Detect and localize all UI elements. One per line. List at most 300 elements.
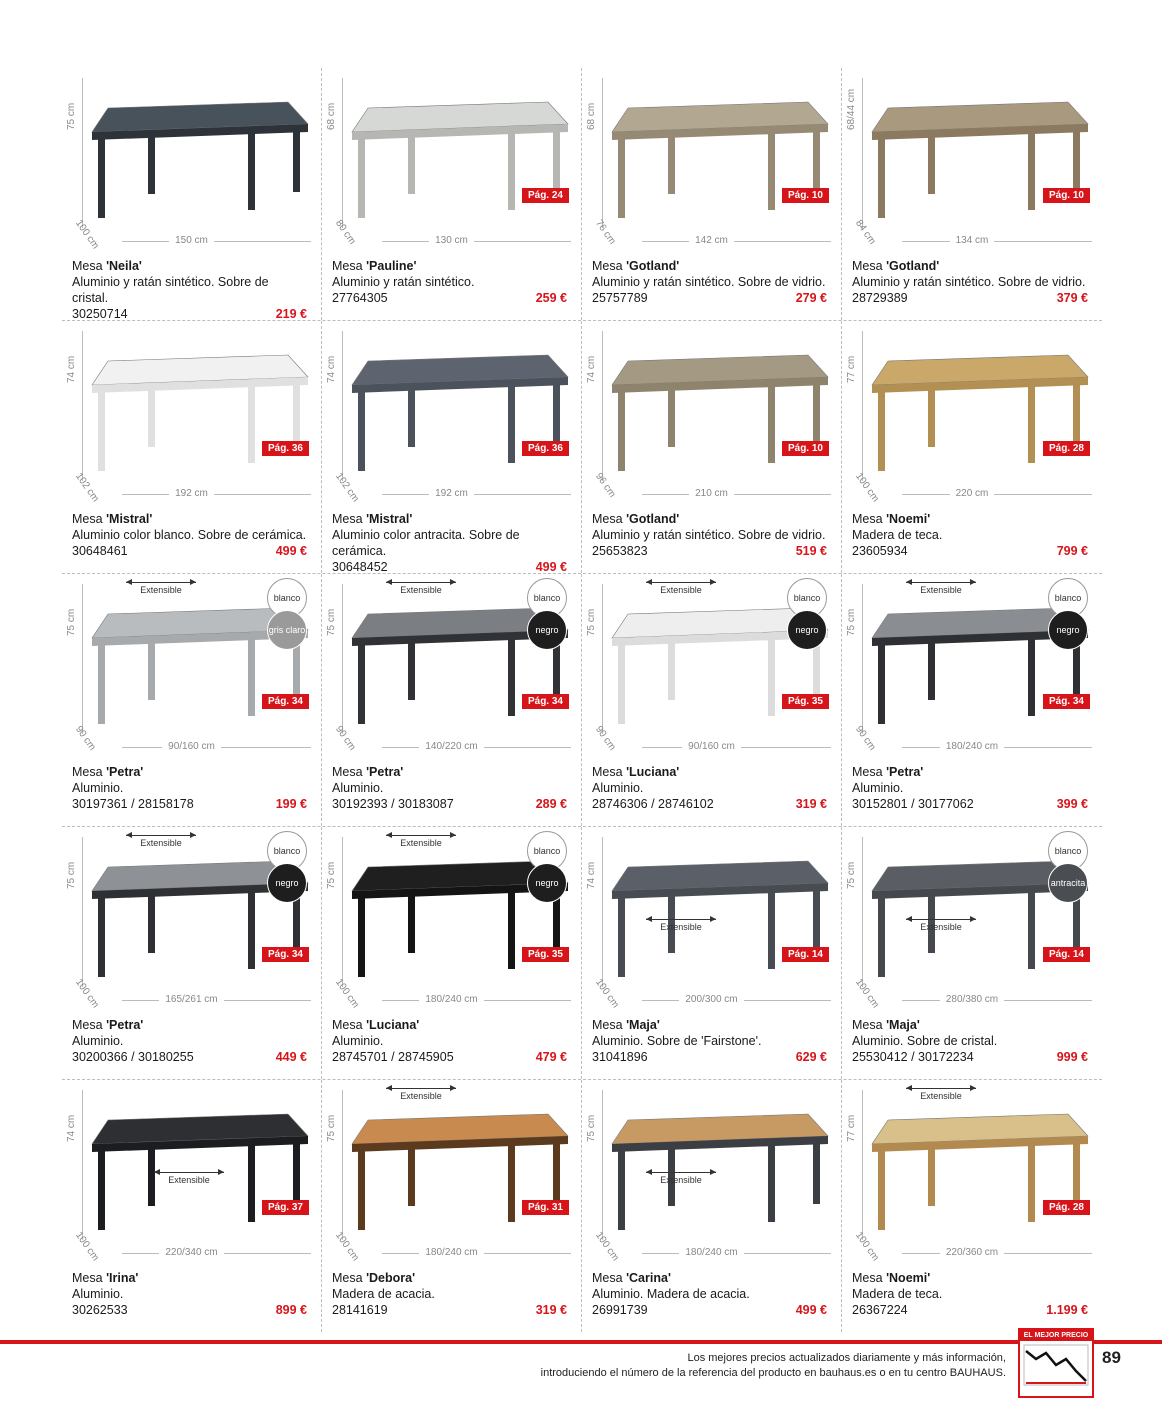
product-description: Madera de acacia. [332,1287,435,1301]
height-dimension: 68 cm [586,102,597,130]
double-arrow-icon [386,1088,456,1089]
table-image [868,1088,1094,1238]
product-name: 'Carina' [626,1271,671,1285]
product-row [62,827,1102,1080]
height-dimension-line [342,1090,343,1240]
page-reference-badge[interactable]: Pág. 31 [522,1200,569,1215]
height-dimension-line [342,78,343,228]
product-description: Aluminio y ratán sintético. Sobre de vidrio. [592,528,826,542]
height-dimension: 75 cm [326,1114,337,1142]
product-card[interactable] [582,574,842,826]
product-reference: 30648452 [332,560,388,574]
product-name: 'Petra' [886,765,924,779]
product-card[interactable] [322,321,582,573]
product-prefix: Mesa [332,765,363,779]
product-price: 629 € [795,1050,827,1064]
product-reference: 30200366 / 30180255 [72,1050,194,1064]
product-info [592,764,827,812]
product-reference: 25653823 [592,544,648,558]
product-name: 'Gotland' [886,259,940,273]
page-reference-badge[interactable]: Pág. 28 [1043,441,1090,456]
product-reference: 28745701 / 28745905 [332,1050,454,1064]
width-dimension: 220/360 cm [940,1247,1004,1258]
product-name: 'Maja' [886,1018,920,1032]
product-info [852,764,1088,812]
product-info [592,258,827,306]
product-card[interactable] [62,827,322,1079]
table-image [348,1088,574,1238]
double-arrow-icon [126,582,196,583]
product-price: 499 € [535,560,567,574]
width-dimension: 200/300 cm [679,994,743,1005]
depth-dimension: 100 cm [332,1230,361,1264]
width-dimension: 180/240 cm [419,1247,483,1258]
page-reference-badge[interactable]: Pág. 35 [522,947,569,962]
width-dimension: 90/160 cm [162,741,221,752]
product-description: Aluminio. Madera de acacia. [592,1287,750,1301]
product-name: 'Debora' [366,1271,416,1285]
product-description: Aluminio. [852,781,904,795]
product-prefix: Mesa [592,1271,623,1285]
product-info [592,1017,827,1065]
page-reference-badge[interactable]: Pág. 36 [262,441,309,456]
product-prefix: Mesa [592,765,623,779]
product-prefix: Mesa [72,1018,103,1032]
product-card[interactable] [62,1080,322,1332]
depth-dimension: 100 cm [72,218,101,252]
product-info [852,1270,1088,1318]
color-option-1[interactable]: blanco [787,578,827,618]
extensible-indicator [886,582,996,595]
depth-dimension: 96 cm [592,471,618,500]
height-dimension: 75 cm [846,608,857,636]
extensible-indicator [106,835,216,848]
color-option-2[interactable]: negro [267,863,307,903]
width-dimension: 130 cm [429,235,474,246]
width-dimension: 142 cm [689,235,734,246]
double-arrow-icon [386,835,456,836]
product-card[interactable] [322,574,582,826]
product-price: 319 € [535,1303,567,1317]
product-prefix: Mesa [592,259,623,273]
product-prefix: Mesa [852,1018,883,1032]
height-dimension-line [862,331,863,481]
depth-dimension: 100 cm [72,1230,101,1264]
product-reference: 25757789 [592,291,648,305]
table-image [88,329,314,479]
height-dimension: 74 cm [586,861,597,889]
width-dimension: 210 cm [689,488,734,499]
double-arrow-icon [646,919,716,920]
page-reference-badge[interactable]: Pág. 37 [262,1200,309,1215]
product-name: 'Mistral' [106,512,153,526]
extensible-label: Extensible [400,585,442,595]
product-name: 'Gotland' [626,512,680,526]
product-description: Aluminio y ratán sintético. Sobre de vidrio. [852,275,1086,289]
extensible-indicator [106,582,216,595]
depth-dimension: 80 cm [332,218,358,247]
product-name: 'Luciana' [366,1018,420,1032]
product-description: Aluminio color antracita. Sobre de cerámica. [332,528,520,558]
height-dimension: 68/44 cm [846,88,857,130]
depth-dimension: 76 cm [592,218,618,247]
height-dimension: 77 cm [846,1114,857,1142]
product-price: 399 € [1056,797,1088,811]
product-row [62,68,1102,321]
height-dimension-line [342,584,343,734]
page-reference-badge[interactable]: Pág. 10 [782,188,829,203]
product-reference: 25530412 / 30172234 [852,1050,974,1064]
table-image [608,835,834,985]
product-reference: 30197361 / 28158178 [72,797,194,811]
product-name: 'Irina' [106,1271,139,1285]
height-dimension-line [82,1090,83,1240]
table-image [348,76,574,226]
footer-divider [0,1340,1162,1344]
color-option-2[interactable]: negro [527,863,567,903]
width-dimension: 192 cm [169,488,214,499]
height-dimension: 77 cm [846,355,857,383]
double-arrow-icon [126,835,196,836]
product-description: Aluminio color blanco. Sobre de cerámica. [72,528,307,542]
table-image [88,76,314,226]
page-reference-badge[interactable]: Pág. 36 [522,441,569,456]
product-info [72,258,307,322]
height-dimension: 68 cm [326,102,337,130]
depth-dimension: 90 cm [332,724,358,753]
product-card[interactable] [62,321,322,573]
extensible-label: Extensible [168,1175,210,1185]
product-card[interactable] [842,321,1102,573]
product-name: 'Noemi' [886,1271,931,1285]
product-card[interactable] [582,1080,842,1332]
extensible-indicator [134,1172,244,1185]
height-dimension-line [82,331,83,481]
product-prefix: Mesa [332,512,363,526]
depth-dimension: 100 cm [852,977,881,1011]
color-option-2[interactable]: antracita [1048,863,1088,903]
width-dimension: 180/240 cm [940,741,1004,752]
table-image [868,76,1094,226]
product-price: 199 € [275,797,307,811]
height-dimension: 75 cm [586,608,597,636]
double-arrow-icon [906,1088,976,1089]
height-dimension: 75 cm [326,861,337,889]
height-dimension-line [862,78,863,228]
extensible-indicator [366,1088,476,1101]
product-price: 899 € [275,1303,307,1317]
product-name: 'Gotland' [626,259,680,273]
height-dimension-line [862,837,863,987]
product-price: 999 € [1056,1050,1088,1064]
page-reference-badge[interactable]: Pág. 14 [1043,947,1090,962]
extensible-label: Extensible [660,922,702,932]
width-dimension: 280/380 cm [940,994,1004,1005]
width-dimension: 180/240 cm [679,1247,743,1258]
product-prefix: Mesa [72,765,103,779]
product-prefix: Mesa [332,1271,363,1285]
extensible-indicator [366,835,476,848]
height-dimension-line [602,331,603,481]
height-dimension: 75 cm [326,608,337,636]
color-option-2[interactable]: negro [527,610,567,650]
product-card[interactable] [322,68,582,320]
product-description: Aluminio y ratán sintético. [332,275,475,289]
height-dimension-line [82,584,83,734]
height-dimension-line [342,837,343,987]
color-option-1[interactable]: blanco [527,578,567,618]
height-dimension: 75 cm [586,1114,597,1142]
extensible-label: Extensible [660,585,702,595]
product-info [72,1270,307,1318]
product-name: 'Petra' [106,1018,144,1032]
product-description: Aluminio y ratán sintético. Sobre de vidrio. [592,275,826,289]
product-price: 479 € [535,1050,567,1064]
product-description: Aluminio. [332,781,384,795]
color-option-1[interactable]: blanco [527,831,567,871]
color-option-2[interactable]: negro [1048,610,1088,650]
product-reference: 30152801 / 30177062 [852,797,974,811]
product-info [332,764,567,812]
table-image [88,1088,314,1238]
product-price: 289 € [535,797,567,811]
page-reference-badge[interactable]: Pág. 24 [522,188,569,203]
product-reference: 23605934 [852,544,908,558]
depth-dimension: 100 cm [852,1230,881,1264]
color-option-1[interactable]: blanco [267,578,307,618]
page-reference-badge[interactable]: Pág. 34 [262,947,309,962]
product-prefix: Mesa [852,765,883,779]
product-price: 319 € [795,797,827,811]
product-card[interactable] [842,827,1102,1079]
depth-dimension: 102 cm [332,471,361,505]
product-card[interactable] [842,68,1102,320]
table-image [608,76,834,226]
page-reference-badge[interactable]: Pág. 34 [522,694,569,709]
product-reference: 26991739 [592,1303,648,1317]
product-card[interactable] [62,574,322,826]
double-arrow-icon [386,582,456,583]
product-info [72,1017,307,1065]
product-reference: 30262533 [72,1303,128,1317]
product-card[interactable] [842,1080,1102,1332]
product-price: 499 € [275,544,307,558]
height-dimension: 74 cm [586,355,597,383]
product-prefix: Mesa [72,512,103,526]
height-dimension-line [82,837,83,987]
product-description: Aluminio. [72,781,124,795]
product-price: 449 € [275,1050,307,1064]
color-option-1[interactable]: blanco [267,831,307,871]
color-option-1[interactable]: blanco [1048,578,1088,618]
width-dimension: 165/261 cm [159,994,223,1005]
product-info [332,258,567,306]
price-trend-icon [1020,1341,1092,1391]
page-reference-badge[interactable]: Pág. 28 [1043,1200,1090,1215]
page-reference-badge[interactable]: Pág. 10 [1043,188,1090,203]
product-description: Aluminio. [332,1034,384,1048]
color-option-1[interactable]: blanco [1048,831,1088,871]
product-prefix: Mesa [332,1018,363,1032]
best-price-label: EL MEJOR PRECIO [1020,1330,1092,1341]
extensible-indicator [886,1088,996,1101]
product-name: 'Neila' [106,259,142,273]
double-arrow-icon [906,919,976,920]
height-dimension: 74 cm [66,355,77,383]
height-dimension-line [602,837,603,987]
depth-dimension: 90 cm [852,724,878,753]
height-dimension-line [342,331,343,481]
product-description: Aluminio. [72,1034,124,1048]
width-dimension: 140/220 cm [419,741,483,752]
page-reference-badge[interactable]: Pág. 35 [782,694,829,709]
extensible-label: Extensible [140,838,182,848]
color-option-2[interactable]: gris claro [267,610,307,650]
depth-dimension: 100 cm [332,977,361,1011]
product-info [852,1017,1088,1065]
product-prefix: Mesa [592,512,623,526]
product-card[interactable] [322,1080,582,1332]
product-reference: 30250714 [72,307,128,321]
product-name: 'Pauline' [366,259,417,273]
height-dimension-line [862,1090,863,1240]
page-reference-badge[interactable]: Pág. 34 [262,694,309,709]
depth-dimension: 100 cm [592,1230,621,1264]
extensible-label: Extensible [920,1091,962,1101]
double-arrow-icon [646,582,716,583]
height-dimension: 75 cm [846,861,857,889]
product-reference: 27764305 [332,291,388,305]
product-name: 'Noemi' [886,512,931,526]
product-price: 519 € [795,544,827,558]
product-name: 'Petra' [106,765,144,779]
width-dimension: 192 cm [429,488,474,499]
page-number: 89 [1102,1348,1121,1367]
extensible-label: Extensible [920,585,962,595]
extensible-label: Extensible [660,1175,702,1185]
extensible-label: Extensible [920,922,962,932]
product-reference: 30192393 / 30183087 [332,797,454,811]
product-price: 799 € [1056,544,1088,558]
footer-line-2: introduciendo el número de la referencia del producto en bauhaus.es o en tu centro BAUHAUS. [540,1367,1006,1379]
depth-dimension: 102 cm [72,471,101,505]
product-prefix: Mesa [852,1271,883,1285]
depth-dimension: 100 cm [72,977,101,1011]
product-name: 'Luciana' [626,765,680,779]
product-description: Aluminio. Sobre de 'Fairstone'. [592,1034,762,1048]
product-info [332,1017,567,1065]
footer-line-1: Los mejores precios actualizados diariamente y más información, [687,1352,1006,1364]
product-price: 259 € [535,291,567,305]
width-dimension: 134 cm [950,235,995,246]
product-info [852,258,1088,306]
product-name: 'Mistral' [366,512,413,526]
height-dimension: 75 cm [66,608,77,636]
product-reference: 30648461 [72,544,128,558]
extensible-indicator [626,919,736,932]
product-info [72,511,307,559]
product-info [332,1270,567,1318]
extensible-indicator [886,919,996,932]
double-arrow-icon [646,1172,716,1173]
page-reference-badge[interactable]: Pág. 34 [1043,694,1090,709]
depth-dimension: 90 cm [72,724,98,753]
product-card[interactable] [582,68,842,320]
height-dimension: 74 cm [66,1114,77,1142]
product-description: Aluminio. Sobre de cristal. [852,1034,998,1048]
table-image [868,329,1094,479]
product-reference: 31041896 [592,1050,648,1064]
product-prefix: Mesa [852,512,883,526]
height-dimension-line [602,1090,603,1240]
product-info [72,764,307,812]
height-dimension: 74 cm [326,355,337,383]
product-info [332,511,567,575]
width-dimension: 220/340 cm [159,1247,223,1258]
extensible-label: Extensible [400,1091,442,1101]
product-reference: 28729389 [852,291,908,305]
product-prefix: Mesa [332,259,363,273]
product-card[interactable] [842,574,1102,826]
extensible-label: Extensible [400,838,442,848]
double-arrow-icon [154,1172,224,1173]
height-dimension-line [602,584,603,734]
table-image [608,1088,834,1238]
product-row [62,1080,1102,1332]
page-reference-badge[interactable]: Pág. 14 [782,947,829,962]
extensible-label: Extensible [140,585,182,595]
product-price: 379 € [1056,291,1088,305]
product-name: 'Maja' [626,1018,660,1032]
product-prefix: Mesa [72,259,103,273]
product-name: 'Petra' [366,765,404,779]
page-reference-badge[interactable]: Pág. 10 [782,441,829,456]
depth-dimension: 100 cm [852,471,881,505]
product-price: 499 € [795,1303,827,1317]
product-description: Madera de teca. [852,1287,943,1301]
product-reference: 28746306 / 28746102 [592,797,714,811]
width-dimension: 150 cm [169,235,214,246]
product-card[interactable] [582,827,842,1079]
product-price: 279 € [795,291,827,305]
height-dimension-line [862,584,863,734]
best-price-badge [1018,1328,1094,1398]
height-dimension: 75 cm [66,861,77,889]
color-option-2[interactable]: negro [787,610,827,650]
extensible-indicator [626,1172,736,1185]
extensible-indicator [626,582,736,595]
product-card[interactable] [582,321,842,573]
height-dimension-line [602,78,603,228]
product-row [62,321,1102,574]
product-reference: 28141619 [332,1303,388,1317]
height-dimension: 75 cm [66,102,77,130]
product-card[interactable] [322,827,582,1079]
product-card[interactable] [62,68,322,320]
height-dimension-line [82,78,83,228]
product-info [592,511,827,559]
footer-info [446,1351,1006,1381]
product-prefix: Mesa [72,1271,103,1285]
product-reference: 26367224 [852,1303,908,1317]
extensible-indicator [366,582,476,595]
width-dimension: 90/160 cm [682,741,741,752]
product-prefix: Mesa [852,259,883,273]
depth-dimension: 84 cm [852,218,878,247]
table-image [608,329,834,479]
double-arrow-icon [906,582,976,583]
width-dimension: 220 cm [950,488,995,499]
